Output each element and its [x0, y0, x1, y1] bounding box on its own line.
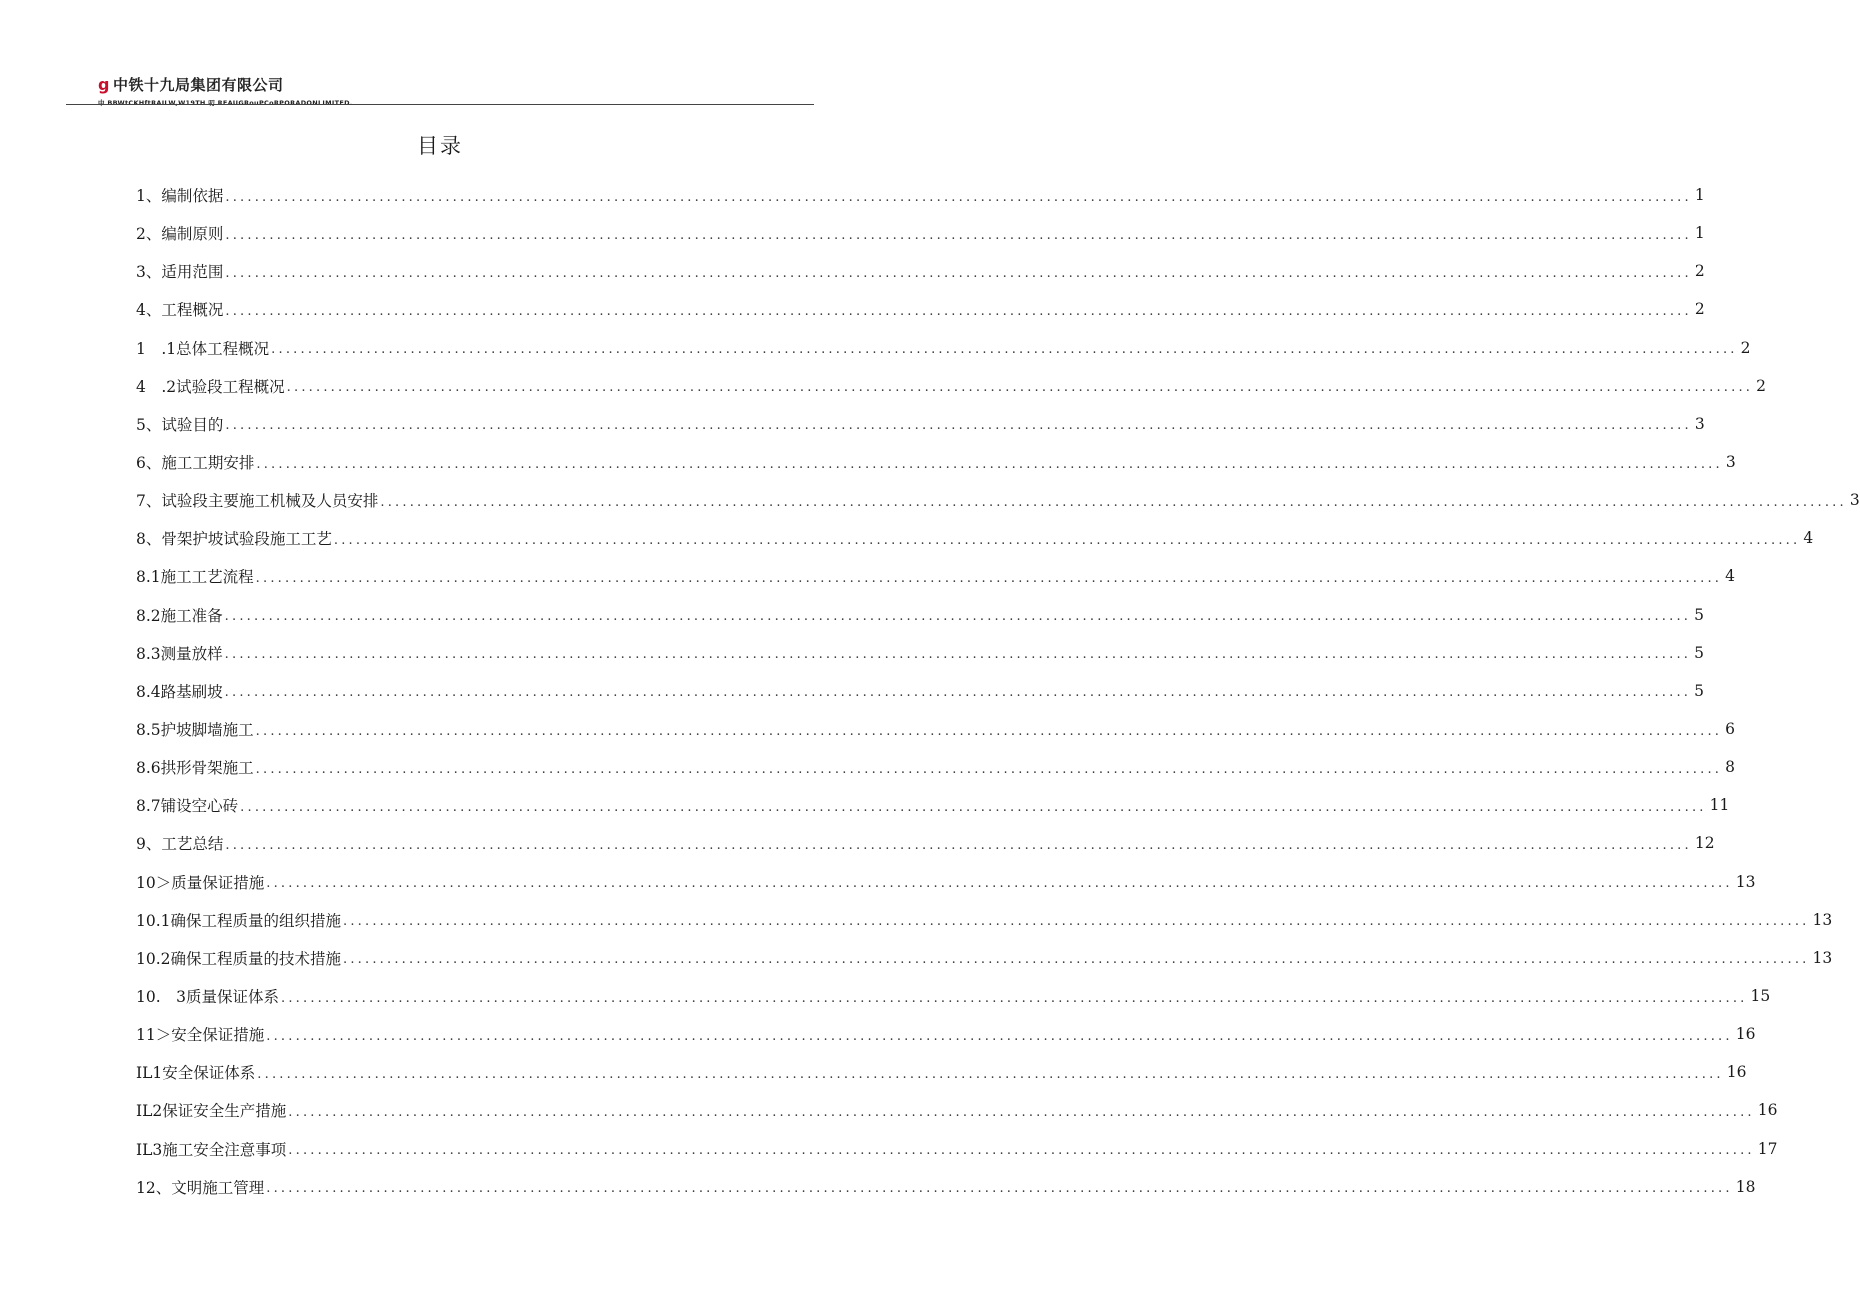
toc-entry[interactable] — [136, 748, 1735, 786]
toc-entry-label: 6、施工工期安排 — [136, 451, 256, 473]
header-divider — [66, 104, 814, 105]
toc-leader-dots: ........................................................................................................................................................................................................ — [240, 799, 1707, 815]
toc-entry-page: 1 — [1694, 224, 1705, 243]
toc-entry-label: IL2保证安全生产措施 — [136, 1099, 288, 1121]
company-logo — [98, 74, 353, 95]
toc-entry-label: 3、适用范围 — [136, 260, 225, 282]
toc-entry-page: 3 — [1849, 491, 1860, 510]
toc-entry-label: 1 .1总体工程概况 — [136, 337, 271, 359]
toc-entry-page: 16 — [1726, 1063, 1747, 1082]
toc-entry[interactable] — [136, 519, 1814, 557]
toc-entry[interactable] — [136, 557, 1735, 595]
toc-entry-label: 8.1施工工艺流程 — [136, 565, 256, 587]
toc-leader-dots: ........................................................................................................................................................................................................ — [288, 1104, 1755, 1120]
toc-entry[interactable] — [136, 939, 1833, 977]
toc-leader-dots: ........................................................................................................................................................................................................ — [380, 494, 1847, 510]
toc-leader-dots: ........................................................................................................................................................................................................ — [343, 914, 1810, 930]
toc-entry[interactable] — [136, 824, 1715, 862]
toc-leader-dots: ........................................................................................................................................................................................................ — [225, 265, 1692, 281]
toc-leader-dots: ........................................................................................................................................................................................................ — [266, 1181, 1733, 1197]
toc-entry-page: 8 — [1725, 758, 1735, 777]
toc-entry-page: 4 — [1803, 529, 1814, 548]
toc-title: 目录 — [417, 134, 463, 158]
toc-entry-page: 2 — [1756, 376, 1766, 395]
toc-leader-dots: ........................................................................................................................................................................................................ — [256, 456, 1723, 472]
toc-entry-page: 5 — [1694, 681, 1704, 700]
toc-entry[interactable] — [136, 1091, 1778, 1129]
toc-entry-page: 17 — [1757, 1139, 1778, 1158]
toc-entry-page: 3 — [1725, 453, 1736, 472]
toc-entry-label: 10＞质量保证措施 — [136, 871, 266, 893]
toc-leader-dots: ........................................................................................................................................................................................................ — [225, 189, 1692, 205]
toc-entry-label: 8.2施工准备 — [136, 604, 225, 626]
toc-entry-label: 4、工程概况 — [136, 298, 225, 320]
toc-leader-dots: ........................................................................................................................................................................................................ — [225, 227, 1692, 243]
toc-entry-label: 5、试验目的 — [136, 413, 225, 435]
toc-entry-page: 11 — [1709, 796, 1730, 815]
toc-leader-dots: ........................................................................................................................................................................................................ — [286, 380, 1754, 396]
toc-entry-label: 8.7铺设空心砖 — [136, 794, 240, 816]
toc-leader-dots: ........................................................................................................................................................................................................ — [333, 532, 1801, 548]
toc-leader-dots: ........................................................................................................................................................................................................ — [255, 761, 1723, 777]
toc-entry-label: 1、编制依据 — [136, 184, 225, 206]
toc-entry[interactable] — [136, 634, 1704, 672]
page-header — [98, 74, 353, 107]
toc-leader-dots: ........................................................................................................................................................................................................ — [225, 303, 1692, 319]
toc-leader-dots: ........................................................................................................................................................................................................ — [266, 876, 1733, 892]
toc-leader-dots: ........................................................................................................................................................................................................ — [224, 647, 1692, 663]
toc-entry[interactable] — [136, 901, 1833, 939]
toc-leader-dots: ........................................................................................................................................................................................................ — [271, 342, 1738, 358]
toc-entry-page: 16 — [1757, 1101, 1778, 1120]
toc-entry-page: 5 — [1694, 643, 1704, 662]
toc-entry[interactable] — [136, 672, 1704, 710]
toc-entry[interactable] — [136, 786, 1730, 824]
toc-entry-page: 13 — [1735, 872, 1756, 891]
toc-entry-label: 2、编制原则 — [136, 222, 225, 244]
toc-entry[interactable] — [136, 1015, 1756, 1053]
toc-entry-page: 12 — [1694, 834, 1715, 853]
toc-entry-page: 18 — [1735, 1177, 1756, 1196]
toc-entry[interactable] — [136, 252, 1705, 290]
toc-entry-page: 13 — [1812, 948, 1833, 967]
toc-entry-page: 13 — [1812, 910, 1833, 929]
toc-entry[interactable] — [136, 405, 1705, 443]
toc-entry-label: 9、工艺总结 — [136, 832, 225, 854]
toc-entry-label: 12、文明施工管理 — [136, 1176, 266, 1198]
toc-entry-page: 5 — [1694, 605, 1704, 624]
toc-entry-label: 8.6拱形骨架施工 — [136, 756, 256, 778]
toc-entry-label: 8.3测量放样 — [136, 642, 225, 664]
toc-entry-label: 10. 3质量保证体系 — [136, 985, 281, 1007]
toc-entry-label: IL1安全保证体系 — [136, 1061, 257, 1083]
toc-entry[interactable] — [136, 596, 1704, 634]
toc-entry-page: 16 — [1735, 1025, 1756, 1044]
toc-entry-label: 8、骨架护坡试验段施工工艺 — [136, 527, 334, 549]
table-of-contents — [136, 176, 1860, 1206]
toc-entry-page: 6 — [1725, 720, 1735, 739]
toc-entry-page: 2 — [1740, 338, 1751, 357]
toc-leader-dots: ........................................................................................................................................................................................................ — [255, 570, 1723, 586]
toc-entry[interactable] — [136, 481, 1860, 519]
toc-leader-dots: ........................................................................................................................................................................................................ — [225, 837, 1692, 853]
toc-leader-dots: ........................................................................................................................................................................................................ — [255, 723, 1723, 739]
toc-leader-dots: ........................................................................................................................................................................................................ — [225, 418, 1692, 434]
toc-leader-dots: ........................................................................................................................................................................................................ — [257, 1066, 1724, 1082]
toc-entry-page: 1 — [1694, 186, 1705, 205]
toc-entry-label: IL3施工安全注意事项 — [136, 1138, 288, 1160]
toc-leader-dots: ........................................................................................................................................................................................................ — [266, 1028, 1733, 1044]
toc-entry[interactable] — [136, 1168, 1756, 1206]
toc-leader-dots: ........................................................................................................................................................................................................ — [281, 990, 1748, 1006]
toc-entry[interactable] — [136, 367, 1766, 405]
toc-entry[interactable] — [136, 710, 1735, 748]
toc-leader-dots: ........................................................................................................................................................................................................ — [343, 952, 1810, 968]
toc-entry-page: 2 — [1694, 300, 1705, 319]
toc-entry[interactable] — [136, 977, 1771, 1015]
toc-entry-page: 3 — [1694, 414, 1705, 433]
company-name-cn: 中铁十九局集团有限公司 — [112, 76, 284, 94]
toc-entry-label: 10.1确保工程质量的组织措施 — [136, 909, 343, 931]
toc-entry-label: 7、试验段主要施工机械及人员安排 — [136, 489, 380, 511]
toc-entry[interactable] — [136, 214, 1705, 252]
toc-entry[interactable] — [136, 443, 1736, 481]
company-name-en: 中 BBWtCKHftRAILW,W19TH 叨 REAUGRouPCoRPORADONLIMITED. — [98, 99, 353, 107]
toc-leader-dots: ........................................................................................................................................................................................................ — [224, 609, 1692, 625]
toc-entry[interactable] — [136, 290, 1705, 328]
toc-entry-label: 8.5护坡脚墙施工 — [136, 718, 256, 740]
toc-entry-label: 4 .2试验段工程概况 — [136, 375, 287, 397]
toc-entry-label: 10.2确保工程质量的技术措施 — [136, 947, 343, 969]
toc-entry[interactable] — [136, 176, 1705, 214]
toc-entry[interactable] — [136, 1130, 1778, 1168]
company-logo-icon: g — [98, 75, 110, 94]
toc-entry[interactable] — [136, 863, 1756, 901]
toc-leader-dots: ........................................................................................................................................................................................................ — [288, 1143, 1755, 1159]
toc-entry-page: 4 — [1725, 567, 1735, 586]
toc-entry-page: 2 — [1694, 262, 1705, 281]
toc-entry-page: 15 — [1750, 987, 1771, 1006]
toc-entry[interactable] — [136, 1053, 1747, 1091]
toc-entry-label: 11＞安全保证措施 — [136, 1023, 266, 1045]
toc-leader-dots: ........................................................................................................................................................................................................ — [224, 685, 1692, 701]
toc-entry-label: 8.4路基刷坡 — [136, 680, 225, 702]
toc-entry[interactable] — [136, 329, 1751, 367]
